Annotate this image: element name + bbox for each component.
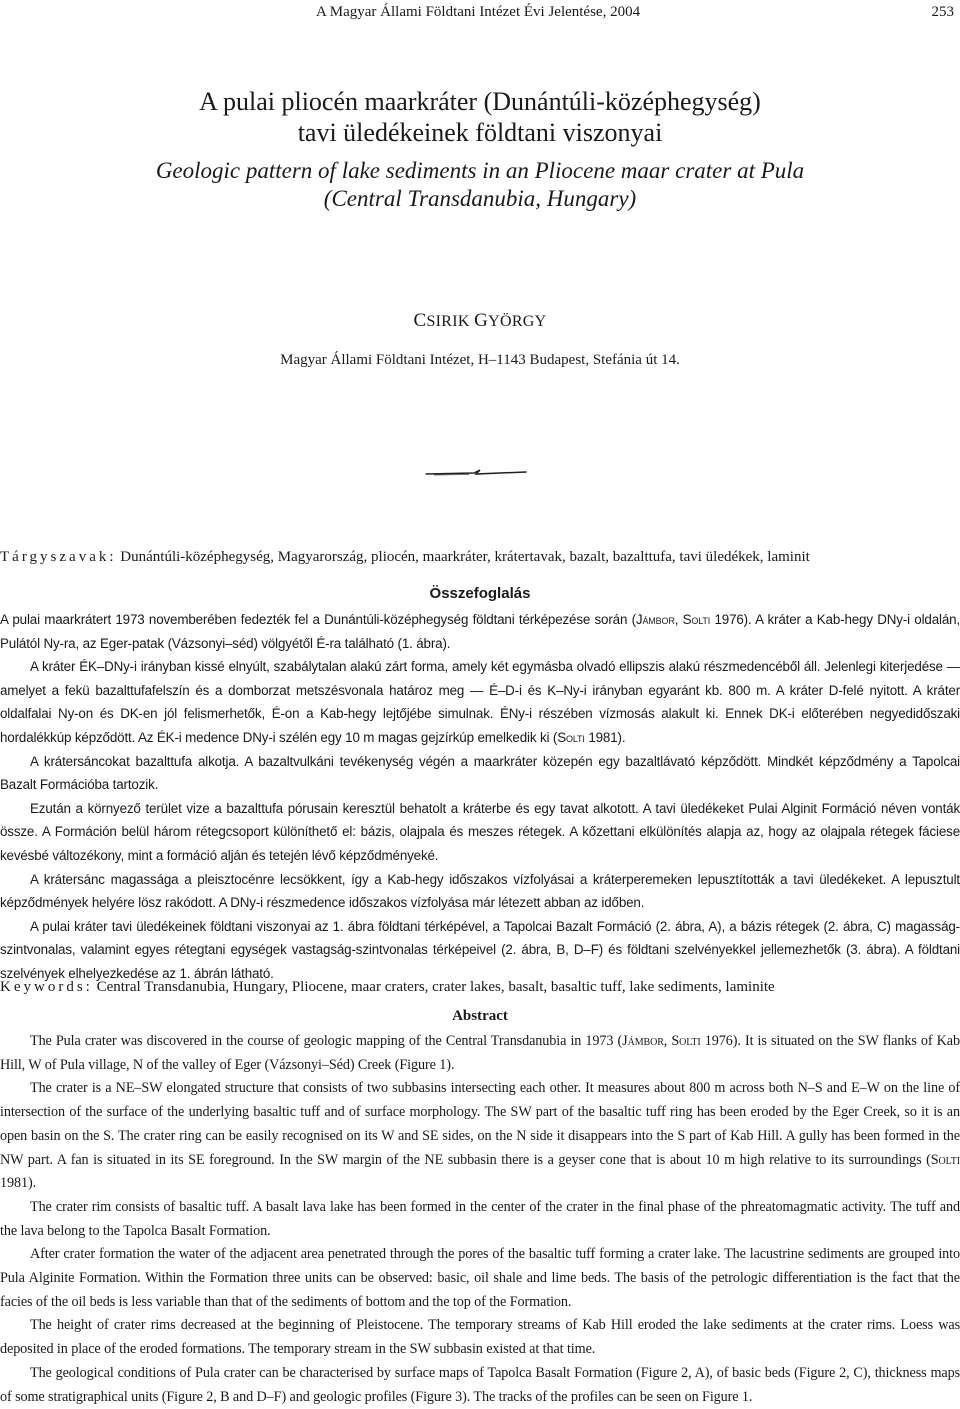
summary-paragraph: A krátersáncokat bazalttufa alkotja. A bazaltvulkáni tevékenység végén a maarkráter közepén egy bazaltlávató képződött. Mindkét képződmény a Tapolcai Bazalt Formációba tartozik. — [0, 753, 960, 793]
journal-title: A Magyar Állami Földtani Intézet Évi Jelentése, 2004 — [316, 4, 641, 20]
abstract-paragraph: After crater formation the water of the adjacent area penetrated through the pores of the basaltic tuff forming a crater lake. The lacustrine sediments are grouped into Pula Alginite Formation. Within the Formation three units can be observed: basic, oil shale and lime beds. The basis of the petrologic differentiation is the fact that the facies of the oil beds is less variable than that of the sediments of bottom and the top of the Formation. — [0, 1246, 960, 1310]
abstract-paragraph: The crater rim consists of basaltic tuff. A basalt lava lake has been formed in the center of the crater in the final phase of the phreatomagmatic activity. The tuff and the lava belong to the Tapolca Basalt Formation. — [0, 1198, 960, 1239]
title-block — [0, 86, 960, 213]
keywords-hu-label: Tárgyszavak: — [0, 549, 117, 565]
abstract-english — [0, 1030, 960, 1409]
author-affiliation: Magyar Állami Földtani Intézet, H–1143 Budapest, Stefánia út 14. — [280, 352, 680, 368]
summary-heading: Összefoglalás — [429, 585, 531, 602]
title-en-line-1: Geologic pattern of lake sediments in an Pliocene maar crater at Pula — [155, 158, 805, 183]
abstract-paragraph: The height of crater rims decreased at the beginning of Pleistocene. The temporary streams of Kab Hill eroded the lake sediments at the crater rims. Loess was deposited in place of the eroded formations. The temporary stream in the SW subbasin existed at that time. — [0, 1317, 960, 1358]
keywords-hungarian — [0, 546, 960, 570]
keywords-en-label: Keywords: — [0, 979, 93, 995]
title-hu-line-1: A pulai pliocén maarkráter (Dunántúli-középhegység) — [199, 87, 761, 116]
summary-paragraph: A kráter ÉK–DNy-i irányban kissé elnyúlt, szabálytalan alakú zárt forma, amely két egymásba olvadó ellipszis alakú részmedencéből áll. Jelenlegi kiterjedése — amelyet a fekü bazalttufafelszín és a domborzat metszésvonala határoz meg — É–D-i és K–Ny-i irányban egyaránt kb. 800 m. A kráter D-felé nyitott. A kráter oldalfalai Ny-on és DK-en jól felismerhetők, É-on a Kab-hegy lejtőjébe simulnak. ÉNy-i részében vízmosás alakult ki. Ennek DK-i előterében negyedidőszaki hordalékkúp képződött. Az ÉK-i medence DNy-i szélén egy 10 m magas gejzírkúp emelkedik ki (Solti 1981). — [0, 659, 960, 745]
summary-paragraph: A pulai kráter tavi üledékeinek földtani viszonyai az 1. ábra földtani térképével, a Tapolcai Bazalt Formáció (2. ábra, A), a bázis rétegek (2. ábra, C) magasság-szintvonalas, valamint egyes rétegtani egységek vastagság-szintvonalas térképeivel (2. ábra, B, D–F) és földtani szelvényekkel jellemezhetők (3. ábra). A földtani szelvények elhelyezkedése az 1. ábrán látható. — [0, 918, 960, 981]
summary-paragraph: A pulai maarkrátert 1973 novemberében fedezték fel a Dunántúli-középhegység földtani térképezése során (Jámbor, Solti 1976). A kráter a Kab-hegy DNy-i oldalán, Pulától Ny-ra, az Eger-patak (Vázsonyi–séd) völgyétől É-ra található (1. ábra). — [0, 612, 960, 651]
page-number: 253 — [931, 4, 954, 20]
abstract-paragraph: The Pula crater was discovered in the course of geologic mapping of the Central Transdanubia in 1973 (Jámbor, Solti 1976). It is situated on the SW flanks of Kab Hill, W of Pula village, N of the valley of Eger (Vázsonyi–Séd) Creek (Figure 1). — [0, 1033, 960, 1073]
summary-paragraph: A krátersánc magassága a pleisztocénre lecsökkent, így a Kab-hegy időszakos vízfolyásai a kráterperemeken lepusztították a tavi üledékeket. A lepusztult képződmények helyére lösz rakódott. A DNy-i részmedence időszakos vízfolyása már létezett abban az időben. — [0, 871, 960, 911]
abstract-heading: Abstract — [452, 1008, 508, 1024]
keywords-hu-text: Dunántúli-középhegység, Magyarország, pliocén, maarkráter, krátertavak, bazalt, bazalttufa, tavi üledékek, laminit — [120, 549, 810, 565]
title-en-line-2: (Central Transdanubia, Hungary) — [323, 186, 637, 211]
summary-paragraph: Ezután a környező terület vize a bazalttufa pórusain keresztül behatolt a kráterbe és egy tavat alkotott. A tavi üledékeket Pulai Alginit Formáció néven vonták össze. A Formáción belül három rétegcsoport különíthető el: bázis, olajpala és meszes rétegek. A kőzettani elkülönítés alapja az, hogy az olajpala rétegek fáciese kevésbé változékony, mint a formáció alján és tetején lévő képződményeké. — [0, 800, 960, 863]
abstract-paragraph: The geological conditions of Pula crater can be characterised by surface maps of Tapolca Basalt Formation (Figure 2, A), of basic beds (Figure 2, C), thickness maps of some stratigraphical units (Figure 2, B and D–F) and geologic profiles (Figure 3). The tracks of the profiles can be seen on Figure 1. — [0, 1364, 960, 1405]
keywords-english — [0, 976, 960, 1000]
decorative-divider — [424, 465, 528, 479]
title-hu-line-2: tavi üledékeinek földtani viszonyai — [297, 118, 663, 147]
title-english — [0, 157, 960, 213]
keywords-en-text: Central Transdanubia, Hungary, Pliocene, maar craters, crater lakes, basalt, basaltic tuff, lake sediments, laminite — [96, 979, 775, 995]
summary-hungarian — [0, 608, 960, 986]
abstract-paragraph: The crater is a NE–SW elongated structure that consists of two subbasins intersecting each other. It measures about 800 m across both N–S and E–W on the line of intersection of the surface of the underlying basaltic tuff and of surface morphology. The SW part of the basaltic tuff ring has been eroded by the Eger Creek, so it is an open basin on the S. The crater ring can be easily recognised on its W and SE sides, on the N side it disappears into the S part of Kab Hill. A gully has been formed in the NW part. A fan is situated in its SE foreground. In the SW margin of the NE subbasin there is a geyser cone that is about 10 m high relative to its surroundings (Solti 1981). — [0, 1080, 960, 1192]
author-name: CSIRIK GYÖRGY — [413, 310, 547, 331]
running-head — [0, 4, 960, 24]
title-hungarian — [0, 86, 960, 148]
